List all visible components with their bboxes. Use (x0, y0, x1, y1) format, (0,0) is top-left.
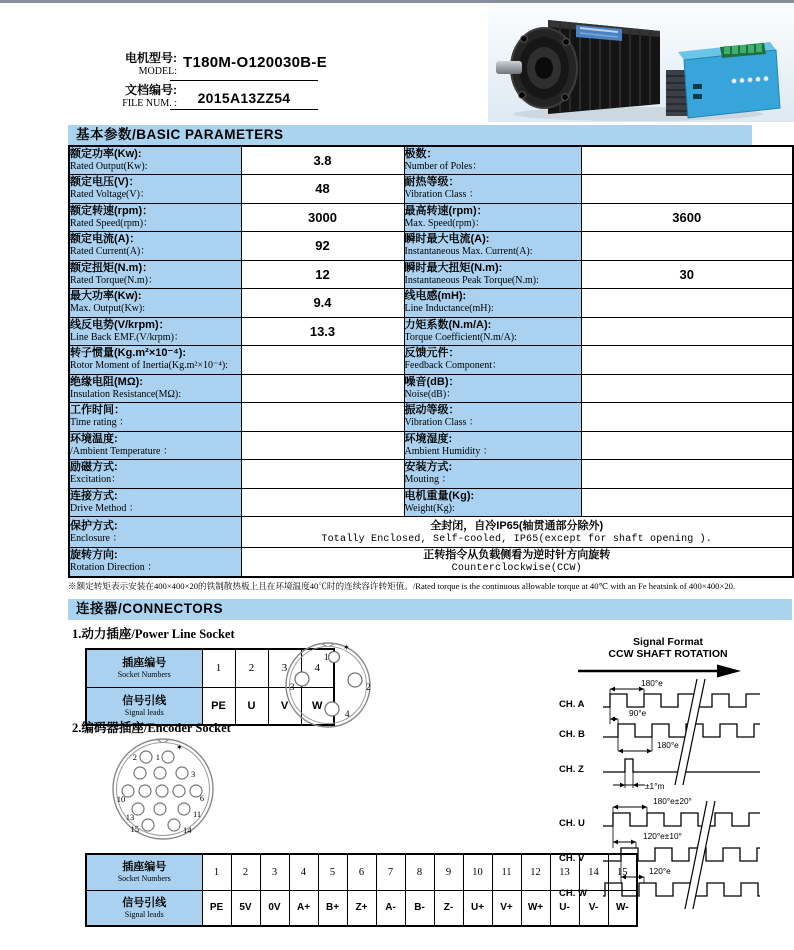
param-label-cell (69, 460, 241, 489)
waveform-chu (603, 813, 760, 826)
key-mark: ✶ (176, 743, 183, 752)
header-en: Socket Numbers (117, 670, 171, 680)
socket-number-cell: 2 (235, 649, 268, 687)
header-cn: 信号引线 (122, 694, 167, 707)
param-value-cell (581, 431, 793, 460)
param-label-cn: 额定电压(V)： (70, 176, 140, 189)
encoder-socket-title: 2.编码器插座/Encoder Socket (72, 721, 231, 735)
power-pin-label: 4 (345, 709, 350, 719)
param-label-cn: 耐热等级： (404, 176, 460, 189)
param-label-cn: 最大功率(Kw): (70, 290, 142, 303)
param-label-en: /Ambient Temperature ： (70, 445, 173, 457)
socket-number-cell: 2 (231, 854, 260, 890)
header-cn: 插座编号 (122, 657, 167, 670)
dimension-label: 180°e (641, 678, 663, 688)
encoder-pin-hole (139, 785, 151, 797)
param-label-cn: 旋转方向: (70, 549, 118, 562)
basic-param-span-row (69, 517, 793, 548)
basic-param-row (69, 346, 793, 375)
param-value-cell: 12 (241, 260, 404, 289)
header-en: Signal leads (124, 909, 164, 919)
param-label-cn: 噪音(dB)： (404, 375, 460, 388)
socket-number-cell: 11 (492, 854, 521, 890)
motor-shaft (496, 61, 522, 74)
param-label-cell (404, 488, 581, 517)
encoder-pin-hole (173, 785, 185, 797)
param-label-cell (404, 374, 581, 403)
param-value-cell (581, 346, 793, 375)
param-label-en: Enclosure ： (70, 532, 123, 544)
socket-number-cell: 9 (434, 854, 463, 890)
param-label-cell (404, 346, 581, 375)
signal-lead-cell: A- (376, 890, 405, 926)
param-label-cn: 极数： (404, 148, 438, 160)
socket-number-cell: 4 (301, 649, 334, 687)
param-value-cell (241, 460, 404, 489)
param-value-cell (241, 403, 404, 432)
param-label-en: Rated Voltage(V)： (70, 189, 150, 201)
encoder-pin-label: 10 (116, 794, 126, 804)
param-value-cell (581, 175, 793, 204)
param-value-cell: 13.3 (241, 317, 404, 346)
param-value-cell (581, 403, 793, 432)
header-cn: 信号引线 (122, 896, 167, 909)
encoder-pin-hole (168, 819, 180, 831)
socket-number-cell: 14 (579, 854, 608, 890)
param-label-cell (69, 175, 241, 204)
param-label-en: Torque Coefficient(N.m/A): (404, 331, 517, 343)
dimension-label: 120°e±10° (643, 831, 682, 841)
signal-lead-cell: U- (550, 890, 579, 926)
file-label-en: FILE NUM. : (122, 98, 177, 109)
param-label-cn: 工作时间： (70, 404, 125, 417)
param-label-cn: 线反电势(V/krpm)： (70, 318, 170, 331)
param-label-cell (69, 374, 241, 403)
signal-lead-cell: Z+ (347, 890, 376, 926)
socket-number-cell: 5 (318, 854, 347, 890)
power-pin-label: 3 (290, 682, 295, 692)
param-span-value-cell (241, 517, 793, 548)
param-label-cn: 线电感(mH): (404, 290, 467, 303)
param-label-cn: 最高转速(rpm)： (404, 204, 488, 217)
param-label-cn: 安装方式: (404, 461, 453, 474)
channel-label: CH. V (559, 853, 585, 864)
socket-number-cell: 1 (202, 854, 231, 890)
param-label-en: Line Inductance(mH): (404, 303, 494, 315)
encoder-pin-hole (178, 803, 190, 815)
param-label-en: Vibration Class ： (404, 189, 479, 201)
param-value-cell: 48 (241, 175, 404, 204)
waveform-chb (603, 724, 760, 737)
param-label-en: Weight(Kg): (404, 502, 455, 514)
param-label-cell (69, 517, 241, 548)
param-label-en: Number of Poles： (404, 161, 483, 172)
param-label-cn: 瞬时最大电流(A): (404, 233, 490, 246)
header-en: Socket Numbers (117, 874, 171, 884)
power-pin-hole (325, 702, 339, 716)
power-pin-label: 1 (324, 652, 329, 662)
basic-param-row (69, 374, 793, 403)
encoder-pin-label: 6 (199, 793, 205, 803)
socket-number-cell: 13 (550, 854, 579, 890)
param-label-en: Feedback Component： (404, 360, 502, 372)
param-label-en: Line Back EMF.(V/krpm)： (70, 331, 184, 343)
power-pin-hole (295, 672, 309, 686)
basic-param-row (69, 488, 793, 517)
socket-number-cell: 8 (405, 854, 434, 890)
socket-number-cell: 4 (289, 854, 318, 890)
param-label-cell (404, 175, 581, 204)
basic-param-row (69, 232, 793, 261)
dimension-label: 120°e (649, 866, 671, 876)
param-label-cn: 绝缘电阻(MΩ): (70, 375, 143, 388)
section-basic-parameters: 基本参数/BASIC PARAMETERS (68, 125, 752, 145)
signal-lead-cell: W (301, 687, 334, 725)
param-value-cell: 3.8 (241, 146, 404, 175)
signal-lead-cell: U+ (463, 890, 492, 926)
param-label-cn: 环境温度: (70, 432, 118, 445)
basic-param-row (69, 317, 793, 346)
signal-leads-row (86, 890, 637, 926)
basic-param-row (69, 403, 793, 432)
channel-label: CH. Z (559, 764, 584, 775)
param-value-cell (581, 146, 793, 175)
param-label-en: Ambient Humidity ： (404, 445, 493, 457)
file-label-cn: 文档编号: (125, 83, 177, 97)
param-value-cell (581, 460, 793, 489)
param-label-cell (404, 260, 581, 289)
param-label-en: Vibration Class ： (404, 417, 479, 429)
signal-lead-cell: Z- (434, 890, 463, 926)
param-value-cell: 92 (241, 232, 404, 261)
param-label-en: Time rating ： (70, 417, 130, 429)
param-label-cn: 力矩系数(N.m/A): (404, 318, 492, 331)
param-label-cn: 电机重量(Kg): (404, 489, 475, 502)
param-label-cell (69, 488, 241, 517)
param-label-en: Max. Speed(rpm)： (404, 217, 486, 229)
span-value-en: Counterclockwise(CCW) (451, 563, 582, 575)
basic-param-row (69, 260, 793, 289)
span-value-cn: 全封闭，自冷IP65(轴贯通部分除外) (430, 519, 604, 532)
socket-number-cell: 10 (463, 854, 492, 890)
signal-lead-cell: U (235, 687, 268, 725)
param-label-en: Rated Output(Kw): (70, 161, 148, 172)
param-label-cell (69, 146, 241, 175)
basic-param-row (69, 460, 793, 489)
encoder-pin-hole (142, 819, 154, 831)
param-label-en: Excitation： (70, 474, 122, 486)
param-label-cn: 额定转速(rpm)： (70, 204, 154, 217)
param-value-cell (581, 232, 793, 261)
header-cn: 插座编号 (122, 861, 167, 874)
param-label-cn: 保护方式: (70, 519, 118, 532)
param-label-cell (404, 431, 581, 460)
param-label-cn: 连接方式: (70, 489, 118, 502)
encoder-pin-hole (176, 767, 188, 779)
channel-label: CH. B (559, 729, 585, 740)
signal-lead-cell: PE (202, 890, 231, 926)
socket-number-cell: 3 (260, 854, 289, 890)
page-top-rule (0, 0, 794, 3)
signal-lead-cell: V (268, 687, 301, 725)
channel-label: CH. U (559, 818, 585, 829)
param-label-cn: 额定电流(A)： (70, 233, 141, 246)
product-photo (488, 4, 794, 122)
power-pin-hole (329, 652, 340, 663)
encoder-pin-label: 15 (130, 824, 139, 834)
signal-lead-cell: W- (608, 890, 637, 926)
header-en: Signal leads (124, 707, 164, 717)
param-label-cell (69, 548, 241, 577)
param-label-cell (69, 203, 241, 232)
param-label-cn: 励磁方式: (70, 461, 118, 474)
dimension-label: 90°e (629, 708, 647, 718)
encoder-pin-hole (156, 785, 168, 797)
encoder-pin-label: 13 (125, 812, 135, 822)
power-pin-label: 2 (366, 682, 371, 692)
socket-number-cell: 6 (347, 854, 376, 890)
rated-torque-note: ※额定转矩表示安装在400×400×20的铁制散热板上且在环境温度40℃时的连续容许转矩值。/Rated torque is the continuous allowable torque at 40℃ with an Fe heatsink of 400×400×20. (68, 581, 736, 591)
param-label-en: Mouting ： (404, 474, 452, 486)
param-label-cell (69, 260, 241, 289)
signal-leads-header (86, 890, 202, 926)
param-label-cn: 环境湿度: (404, 432, 453, 445)
basic-parameters-table (68, 145, 794, 578)
signal-title-line1: Signal Format (632, 636, 703, 648)
param-label-cn: 额定扭矩(N.m)： (70, 261, 154, 274)
signal-lead-cell: V+ (492, 890, 521, 926)
channel-label: CH. W (559, 888, 587, 899)
encoder-pin-hole (140, 751, 152, 763)
encoder-pin-hole (154, 803, 166, 815)
model-value: T180M-O120030B-E (183, 54, 328, 71)
signal-lead-cell: PE (202, 687, 235, 725)
encoder-connector-drawing (106, 733, 224, 847)
param-label-cell (69, 317, 241, 346)
channel-label: CH. A (559, 699, 585, 710)
power-socket-title: 1.动力插座/Power Line Socket (72, 627, 235, 641)
param-label-en: Rated Speed(rpm)： (70, 217, 154, 229)
param-value-cell: 3600 (581, 203, 793, 232)
param-value-cell (241, 431, 404, 460)
signal-lead-cell: B- (405, 890, 434, 926)
param-label-cell (404, 232, 581, 261)
param-value-cell (581, 289, 793, 318)
param-label-cn: 额定功率(Kw): (70, 148, 142, 160)
param-label-en: Rated Current(A)： (70, 246, 151, 258)
param-value-cell (581, 488, 793, 517)
param-value-cell (241, 374, 404, 403)
encoder-pin-label: 14 (183, 825, 192, 835)
model-label-en: MODEL: (138, 66, 177, 77)
socket-number-cell: 15 (608, 854, 637, 890)
param-label-en: Rotor Moment of Inertia(Kg.m²×10⁻⁴): (70, 360, 228, 372)
param-label-cell (404, 146, 581, 175)
param-label-en: Rotation Direction ： (70, 562, 158, 574)
encoder-pin-label: 11 (193, 809, 202, 819)
param-value-cell (241, 346, 404, 375)
param-label-cn: 反馈元件： (404, 347, 460, 360)
param-label-cell (69, 232, 241, 261)
signal-title-line2: CCW SHAFT ROTATION (608, 648, 728, 660)
signal-lead-cell: W+ (521, 890, 550, 926)
signal-lead-cell: A+ (289, 890, 318, 926)
socket-numbers-header (86, 854, 202, 890)
param-label-cell (404, 460, 581, 489)
param-label-en: Instantaneous Peak Torque(N.m): (404, 274, 539, 286)
param-label-cell (404, 317, 581, 346)
signal-lead-cell: 0V (260, 890, 289, 926)
param-label-cell (69, 346, 241, 375)
param-label-en: Rated Torque(N.m)： (70, 274, 158, 286)
param-label-en: Instantaneous Max. Current(A): (404, 246, 533, 258)
socket-number-cell: 7 (376, 854, 405, 890)
param-value-cell (241, 488, 404, 517)
encoder-pin-hole (162, 751, 174, 763)
encoder-pin-label: 2 (132, 752, 137, 762)
motor-controller-illustration (488, 4, 794, 122)
model-label-cn: 电机型号: (125, 51, 177, 65)
rotation-arrow (717, 665, 741, 678)
basic-param-row (69, 431, 793, 460)
param-label-cell (404, 289, 581, 318)
param-value-cell: 30 (581, 260, 793, 289)
span-value-cn: 正转指令从负载侧看为逆时针方向旋转 (423, 549, 611, 562)
param-label-en: Insulation Resistance(MΩ): (70, 388, 182, 400)
param-label-cell (69, 431, 241, 460)
section-connectors: 连接器/CONNECTORS (68, 599, 792, 620)
param-label-cn: 瞬时最大扭矩(N.m): (404, 261, 503, 274)
socket-numbers-row (86, 854, 637, 890)
param-label-cell (404, 203, 581, 232)
socket-number-cell: 1 (202, 649, 235, 687)
encoder-socket-table (85, 853, 638, 927)
power-pin-hole (348, 673, 362, 687)
param-label-en: Drive Method ： (70, 502, 139, 514)
model-underline (170, 62, 318, 81)
socket-numbers-header (86, 649, 202, 687)
param-label-cell (69, 289, 241, 318)
param-label-cn: 转子惯量(Kg.m²×10⁻⁴): (70, 347, 187, 360)
basic-param-span-row (69, 548, 793, 577)
param-label-cn: 振动等级： (404, 404, 460, 417)
param-label-cell (69, 403, 241, 432)
param-label-en: Noise(dB)： (404, 388, 457, 400)
encoder-pin-hole (154, 767, 166, 779)
power-connector-drawing (282, 638, 376, 732)
param-span-value-cell (241, 548, 793, 577)
param-label-cell (404, 403, 581, 432)
encoder-pin-label: 1 (155, 752, 160, 762)
basic-param-row (69, 146, 793, 175)
basic-param-row (69, 289, 793, 318)
dimension-label: 180°e (657, 740, 679, 750)
param-value-cell: 3000 (241, 203, 404, 232)
param-value-cell: 9.4 (241, 289, 404, 318)
encoder-pin-hole (134, 767, 146, 779)
dimension-label: ±1°m (645, 781, 665, 791)
signal-lead-cell: 5V (231, 890, 260, 926)
file-value: 2015A13ZZ54 (197, 90, 291, 106)
encoder-pin-label: 3 (191, 769, 196, 779)
signal-lead-cell: B+ (318, 890, 347, 926)
socket-number-cell: 12 (521, 854, 550, 890)
file-underline (170, 92, 318, 110)
param-value-cell (581, 317, 793, 346)
waveform-cha (603, 694, 760, 707)
basic-param-row (69, 203, 793, 232)
dimension-label: 180°e±20° (653, 796, 692, 806)
param-value-cell (581, 374, 793, 403)
span-value-en: Totally Enclosed, Self-cooled, IP65(except for shaft opening ). (321, 533, 713, 545)
signal-lead-cell: V- (579, 890, 608, 926)
socket-number-cell: 3 (268, 649, 301, 687)
basic-param-row (69, 175, 793, 204)
param-label-en: Max. Output(Kw): (70, 303, 145, 315)
key-mark: ✶ (343, 643, 350, 652)
